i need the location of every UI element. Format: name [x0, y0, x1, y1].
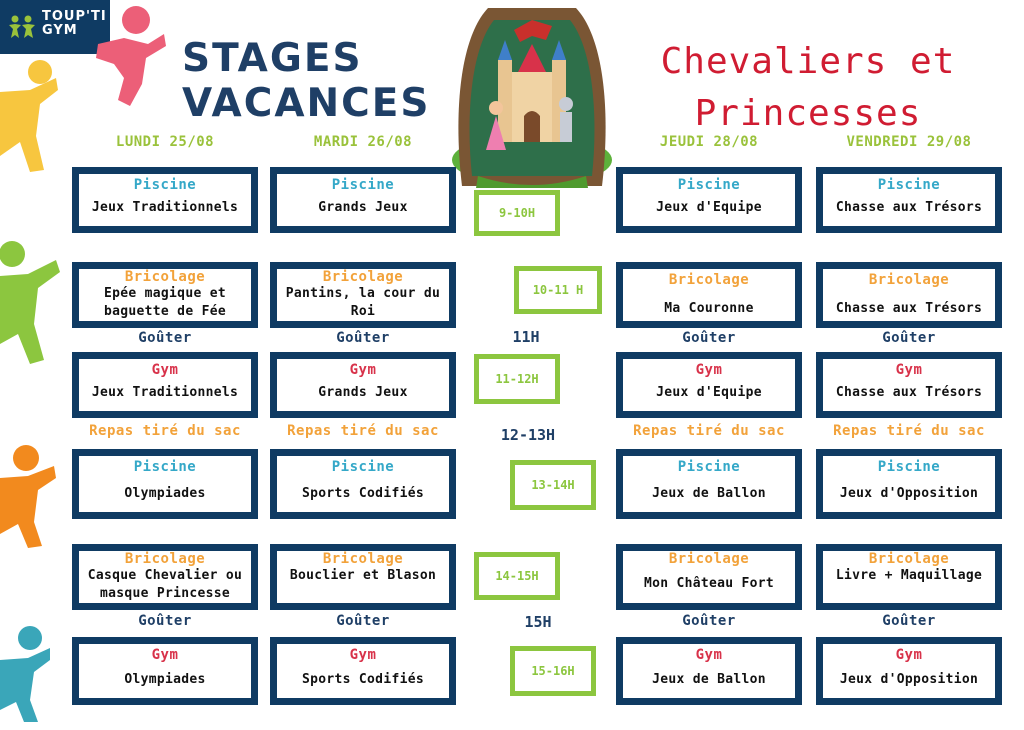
activity-kind: Gym [151, 362, 179, 378]
day-header-tuesday: MARDI 26/08 [313, 134, 413, 150]
activity-name: Olympiades [124, 672, 206, 687]
activity-kind: Bricolage [124, 269, 206, 285]
gouter-label: Goûter [138, 613, 192, 629]
activity-name: Grands Jeux [318, 385, 408, 400]
activity-card [616, 637, 802, 705]
activity-card [270, 262, 456, 328]
activity-kind: Gym [895, 647, 923, 663]
activity-card [616, 262, 802, 328]
activity-card [72, 449, 258, 519]
activity-name: Jeux de Ballon [652, 672, 766, 687]
activity-card [270, 637, 456, 705]
activity-kind: Piscine [677, 459, 741, 475]
time-label-15h: 15H [524, 613, 552, 631]
activity-name: Jeux d'Equipe [656, 385, 762, 400]
pink-figure-icon [84, 4, 168, 108]
repas-label: Repas tiré du sac [633, 423, 785, 439]
activity-kind: Bricolage [668, 551, 750, 567]
activity-name: Jeux d'Opposition [839, 486, 979, 501]
activity-card [72, 352, 258, 418]
activity-name: Jeux de Ballon [652, 486, 766, 501]
yellow-figure-icon [0, 58, 60, 176]
activity-name: Chasse aux Trésors [835, 200, 983, 215]
activity-card [616, 167, 802, 233]
activity-name: Livre + Maquillage [835, 568, 983, 583]
activity-kind: Gym [151, 647, 179, 663]
activity-card [72, 262, 258, 328]
activity-card [270, 167, 456, 233]
gouter-label: Goûter [336, 330, 390, 346]
activity-kind: Gym [349, 362, 377, 378]
activity-kind: Bricolage [124, 551, 206, 567]
logo-line1: TOUP'TI [42, 9, 107, 24]
activity-kind: Piscine [677, 177, 741, 193]
activity-card [72, 637, 258, 705]
activity-card [72, 167, 258, 233]
activity-card [816, 352, 1002, 418]
day-header-thursday: JEUDI 28/08 [659, 134, 759, 150]
activity-card [816, 637, 1002, 705]
activity-name: Sports Codifiés [302, 672, 424, 687]
activity-kind: Bricolage [868, 272, 950, 288]
activity-name: Jeux d'Opposition [839, 672, 979, 687]
activity-card [616, 352, 802, 418]
activity-kind: Piscine [877, 177, 941, 193]
activity-name: Ma Couronne [664, 301, 754, 316]
activity-name: Chasse aux Trésors [835, 301, 983, 316]
time-slot-15-16: 15-16H [510, 646, 596, 696]
activity-card [816, 544, 1002, 610]
activity-name: Casque Chevalier ou masque Princesse [87, 568, 243, 601]
time-slot-10-11: 10-11 H [514, 266, 602, 314]
activity-card [616, 449, 802, 519]
activity-kind: Gym [895, 362, 923, 378]
gouter-label: Goûter [336, 613, 390, 629]
day-header-monday: LUNDI 25/08 [115, 134, 215, 150]
activity-card [270, 449, 456, 519]
gouter-label: Goûter [882, 613, 936, 629]
activity-card [270, 544, 456, 610]
time-label-12-13h: 12-13H [500, 426, 556, 444]
orange-figure-icon [0, 444, 58, 550]
main-title: STAGES VACANCES [182, 36, 431, 126]
activity-name: Epée magique et baguette de Fée [104, 286, 226, 319]
activity-kind: Gym [695, 647, 723, 663]
time-slot-11-12: 11-12H [474, 354, 560, 404]
activity-name: Mon Château Fort [643, 576, 775, 591]
activity-name: Jeux Traditionnels [91, 200, 239, 215]
time-label-11h: 11H [512, 328, 540, 346]
activity-kind: Piscine [877, 459, 941, 475]
gouter-label: Goûter [682, 613, 736, 629]
activity-name: Bouclier et Blason [289, 568, 437, 583]
activity-kind: Gym [695, 362, 723, 378]
logo-line2: GYM [42, 23, 78, 38]
activity-kind: Gym [349, 647, 377, 663]
repas-label: Repas tiré du sac [287, 423, 439, 439]
activity-kind: Bricolage [668, 272, 750, 288]
repas-label: Repas tiré du sac [89, 423, 241, 439]
castle-illustration [448, 0, 616, 192]
activity-card [72, 544, 258, 610]
green-figure-icon [0, 240, 62, 370]
activity-card [816, 167, 1002, 233]
gouter-label: Goûter [682, 330, 736, 346]
day-header-friday: VENDREDI 29/08 [846, 134, 972, 150]
repas-label: Repas tiré du sac [833, 423, 985, 439]
activity-kind: Piscine [331, 177, 395, 193]
activity-card [816, 449, 1002, 519]
time-slot-13-14: 13-14H [510, 460, 596, 510]
activity-name: Pantins, la cour du Roi [285, 286, 441, 319]
gouter-label: Goûter [882, 330, 936, 346]
gouter-label: Goûter [138, 330, 192, 346]
people-logo-icon [8, 14, 36, 40]
activity-name: Grands Jeux [318, 200, 408, 215]
activity-name: Jeux Traditionnels [91, 385, 239, 400]
time-slot-9-10: 9-10H [474, 190, 560, 236]
activity-name: Olympiades [124, 486, 206, 501]
activity-kind: Bricolage [322, 269, 404, 285]
activity-card [616, 544, 802, 610]
activity-kind: Piscine [331, 459, 395, 475]
activity-kind: Piscine [133, 177, 197, 193]
activity-name: Chasse aux Trésors [835, 385, 983, 400]
theme-title: Chevaliers et Princesses [660, 41, 956, 134]
activity-card [816, 262, 1002, 328]
activity-kind: Bricolage [868, 551, 950, 567]
teal-figure-icon [0, 624, 52, 724]
activity-kind: Bricolage [322, 551, 404, 567]
activity-kind: Piscine [133, 459, 197, 475]
activity-card [270, 352, 456, 418]
activity-name: Sports Codifiés [302, 486, 424, 501]
time-slot-14-15: 14-15H [474, 552, 560, 600]
activity-name: Jeux d'Equipe [656, 200, 762, 215]
